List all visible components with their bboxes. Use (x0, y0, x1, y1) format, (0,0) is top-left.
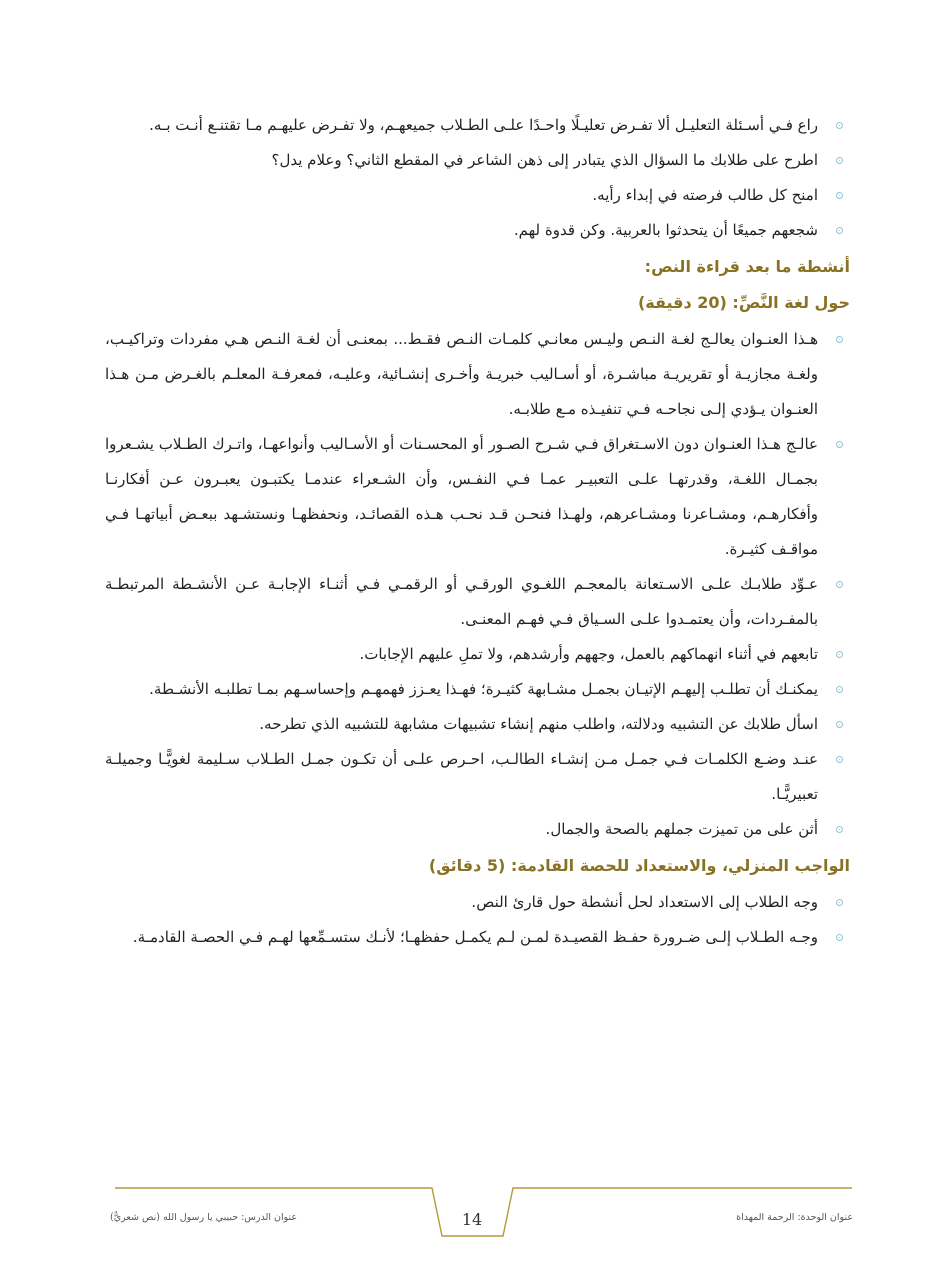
bullet-icon (836, 227, 843, 234)
list-item-text: هـذا العنـوان يعالـج لغـة النـص وليـس معانـي كلمـات النـص فقـط... بمعنـى أن لغـة النـص هـي مفردات وتراكيـب، ولغـة مجازيـة أو تقريريـة مباشـرة، أو أسـاليب خبريـة وأخـرى إنشـائية، وعليـه، فمعرفـة المعلـم بالغـرض مـن هـذا العنـوان يـؤدي إلـى نجاحـه فـي تنفيـذه مـع طلابـه. (105, 330, 818, 418)
list-item-text: اسأل طلابك عن التشبيه ودلالته، واطلب منهم إنشاء تشبيهات مشابهة للتشبيه الذي تطرحه. (259, 715, 818, 733)
page-footer (0, 1180, 945, 1260)
list-item (105, 143, 850, 178)
section-heading-text-language: حول لغة النَّصِّ: (20 دقيقة) (637, 293, 850, 312)
section-heading-after-reading: أنشطة ما بعد قراءة النص: (644, 257, 850, 276)
list-item-text: عالـج هـذا العنـوان دون الاسـتغراق فـي شـرح الصـور أو المحسـنات أو الأسـاليب وأنواعهـا، واتـرك الطـلاب يشـعروا بجمـال اللغـة، وقدرتهـا علـى التعبيـر عمـا فـي النفـس، وأن الشـعراء عندمـا يكتبـون يعبـرون عـن أفكارنـا وأفكارهـم، ومشـاعرنا ومشـاعرهم، ولهـذا فنحـن قـد نحـب هـذه القصائـد، ونحفظهـا ونستشـهد ببعـض أبياتهـا فـي مواقـف كثيـرة. (105, 435, 818, 558)
list-item (105, 322, 850, 427)
bullet-icon (836, 336, 843, 343)
list-item (105, 637, 850, 672)
lesson-title: عنوان الدرس: حبيبي يا رسول الله (نص شعريٌّ) (110, 1212, 298, 1223)
bullet-icon (836, 192, 843, 199)
page-number: 14 (461, 1210, 483, 1229)
list-item-text: أثن على من تميزت جملهم بالصحة والجمال. (545, 820, 818, 838)
list-item (105, 707, 850, 742)
list-item-text: شجعهم جميعًا أن يتحدثوا بالعربية. وكن قدوة لهم. (513, 221, 818, 239)
list-item (105, 920, 850, 955)
bullet-icon (836, 721, 843, 728)
list-item (105, 108, 850, 143)
bullet-icon (836, 899, 843, 906)
list-item (105, 672, 850, 707)
intro-list (105, 108, 850, 248)
list-item (105, 213, 850, 248)
list-item (105, 567, 850, 637)
list-item-text: وجه الطلاب إلى الاستعداد لحل أنشطة حول قارئ النص. (471, 893, 818, 911)
section-heading-homework: الواجب المنزلي، والاستعداد للحصة القادمة: (5 دقائق) (428, 856, 850, 875)
bullet-icon (836, 686, 843, 693)
list-item (105, 885, 850, 920)
list-item-text: عنـد وضـع الكلمـات فـي جمـل مـن إنشـاء الطالـب، احـرص علـى أن تكـون جمـل الطـلاب سـليمة لغويًّـا وجميلـة تعبيريًّـا. (105, 750, 818, 803)
unit-title: عنوان الوحدة: الرحمة المهداة (736, 1212, 853, 1223)
bullet-icon (836, 122, 843, 129)
bullet-icon (836, 157, 843, 164)
page-content (105, 108, 850, 955)
bullet-icon (836, 581, 843, 588)
list-item-text: وجـه الطـلاب إلـى ضـرورة حفـظ القصيـدة لمـن لـم يكمـل حفظهـا؛ لأنـك ستسـمِّعها لهـم فـي الحصـة القادمـة. (132, 928, 818, 946)
list-item-text: تابعهم في أثناء انهماكهم بالعمل، وجههم وأرشدهم، ولا تملِ عليهم الإجابات. (359, 645, 818, 663)
bullet-icon (836, 651, 843, 658)
bullet-icon (836, 441, 843, 448)
list-item-text: راع فـي أسـئلة التعليـل ألا تفـرض تعليـلًا واحـدًا علـى الطـلاب جميعهـم، ولا تفـرض عليهـم مـا تقتنـع أنـت بـه. (149, 116, 818, 134)
bullet-icon (836, 826, 843, 833)
list-item (105, 812, 850, 847)
list-item (105, 427, 850, 567)
list-item (105, 742, 850, 812)
list-item-text: امنح كل طالب فرصته في إبداء رأيه. (592, 186, 818, 204)
homework-list (105, 885, 850, 955)
list-item-text: عـوِّد طلابـك علـى الاسـتعانة بالمعجـم اللغـوي الورقـي أو الرقمـي فـي أثنـاء الإجابـة عـن الأنشـطة المرتبطـة بالمفـردات، وأن يعتمـدوا علـى السـياق فـي فهـم المعنـى. (105, 575, 818, 628)
language-list (105, 322, 850, 847)
bullet-icon (836, 756, 843, 763)
list-item-text: اطرح على طلابك ما السؤال الذي يتبادر إلى ذهن الشاعر في المقطع الثاني؟ وعلام يدل؟ (271, 151, 818, 169)
list-item (105, 178, 850, 213)
list-item-text: يمكنـك أن تطلـب إليهـم الإتيـان بجمـل مشـابهة كثيـرة؛ فهـذا يعـزز فهمهـم وإحساسـهم بمـا تطلبـه الأنشـطة. (149, 680, 818, 698)
bullet-icon (836, 934, 843, 941)
